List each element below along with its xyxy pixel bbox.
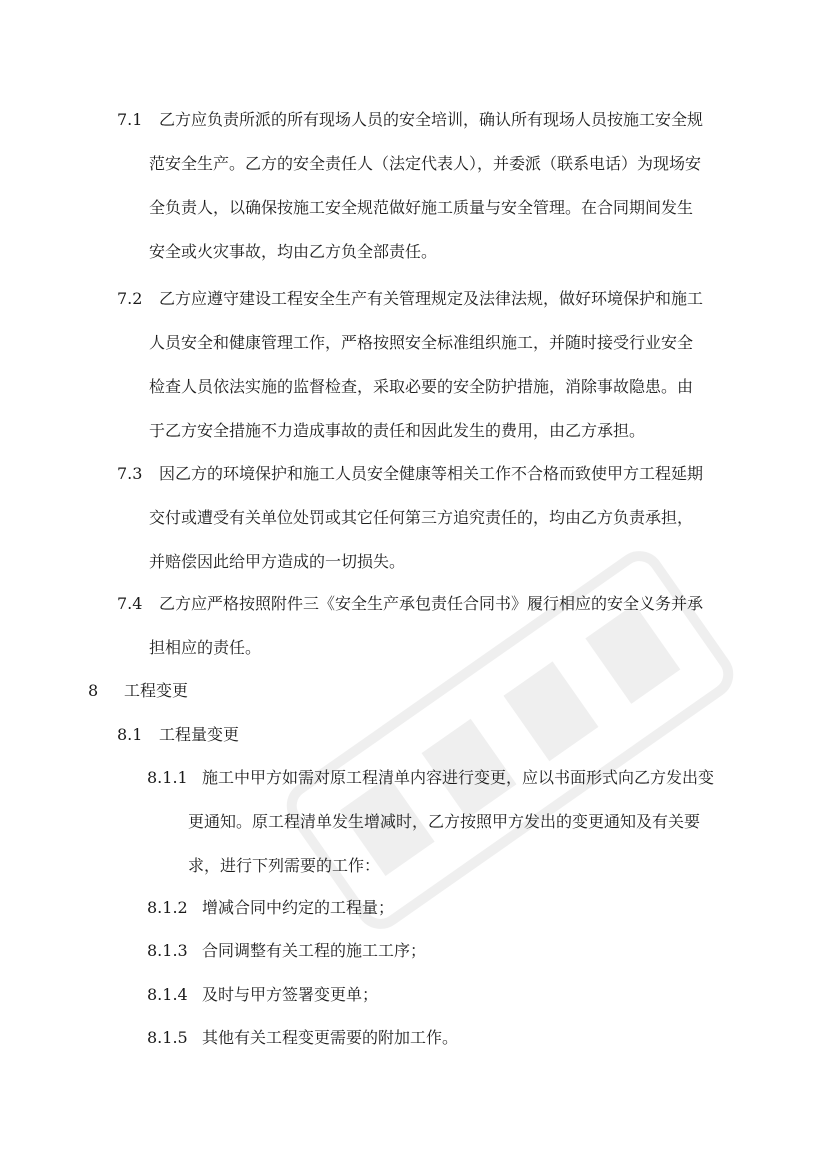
subsection-title: 工程量变更: [159, 725, 240, 744]
clause-line: 乙方应负责所派的所有现场人员的安全培训，确认所有现场人员按施工安全规: [159, 110, 704, 129]
clause-text: [188, 756, 715, 888]
clause-line: 于乙方安全措施不力造成事故的责任和因此发生的费用，由乙方承担。: [149, 421, 646, 440]
clause-text: [149, 277, 704, 453]
clause-number: 7.1: [117, 110, 143, 129]
clause-line: 担相应的责任。: [149, 638, 262, 657]
clause-line: 更通知。原工程清单发生增减时，乙方按照甲方发出的变更通知及有关要: [188, 812, 701, 831]
clause-line: 合同调整有关工程的施工工序；: [202, 941, 427, 960]
clause-line: 检查人员依法实施的监督检查，采取必要的安全防护措施，消除事故隐患。由: [149, 377, 694, 396]
clause-line: 范安全生产。乙方的安全责任人（法定代表人），并委派（联系电话）为现场安: [149, 154, 702, 173]
clause-number: 8.1.1: [147, 768, 188, 787]
section-title: 工程变更: [124, 681, 189, 700]
clause-number: 7.2: [117, 289, 143, 308]
clause-line: 增减合同中约定的工程量；: [202, 898, 395, 917]
clause-line: 及时与甲方签署变更单；: [202, 985, 379, 1004]
clause-text: [149, 582, 704, 670]
section-number: 8: [88, 681, 99, 700]
clause-number: 8.1: [117, 725, 143, 744]
clause-line: 并赔偿因此给甲方造成的一切损失。: [149, 552, 406, 571]
clause-number: 7.4: [117, 594, 143, 613]
clause-text: [149, 452, 704, 584]
clause-line: 交付或遭受有关单位处罚或其它任何第三方追究责任的，均由乙方负责承担，: [149, 508, 694, 527]
clause-line: 全负责人，以确保按施工安全规范做好施工质量与安全管理。在合同期间发生: [149, 198, 694, 217]
clause-line: 因乙方的环境保护和施工人员安全健康等相关工作不合格而致使甲方工程延期: [159, 464, 704, 483]
clause-line: 乙方应严格按照附件三《安全生产承包责任合同书》履行相应的安全义务并承: [159, 594, 704, 613]
clause-number: 8.1.5: [147, 1028, 188, 1047]
clause-number: 8.1.4: [147, 985, 188, 1004]
clause-number: 8.1.2: [147, 898, 188, 917]
clause-line: 求，进行下列需要的工作：: [188, 856, 381, 875]
clause-line: 施工中甲方如需对原工程清单内容进行变更，应以书面形式向乙方发出变: [202, 768, 715, 787]
clause-number: 7.3: [117, 464, 143, 483]
clause-line: 乙方应遵守建设工程安全生产有关管理规定及法律法规，做好环境保护和施工: [159, 289, 704, 308]
clause-line: 安全或火灾事故，均由乙方负全部责任。: [149, 242, 438, 261]
clause-number: 8.1.3: [147, 941, 188, 960]
clause-text: [149, 98, 704, 274]
clause-line: 人员安全和健康管理工作，严格按照安全标准组织施工，并随时接受行业安全: [149, 333, 694, 352]
clause-line: 其他有关工程变更需要的附加工作。: [202, 1028, 459, 1047]
